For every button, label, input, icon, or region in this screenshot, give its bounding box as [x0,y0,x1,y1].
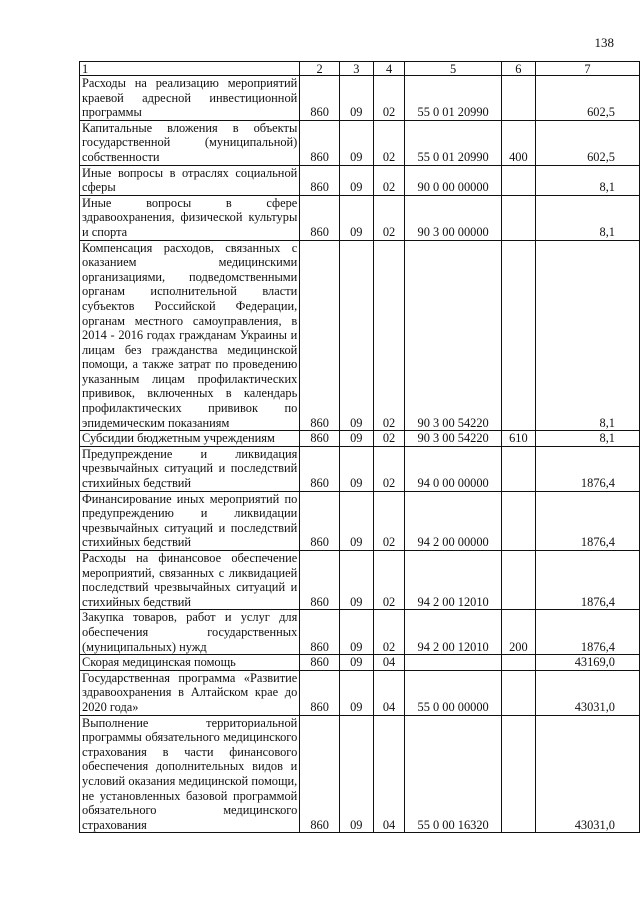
row-cell-c4: 02 [373,491,405,550]
table-row [80,610,640,655]
header-cell-1: 1 [80,62,300,76]
table-row [80,76,640,121]
row-cell-c7: 1876,4 [535,491,639,550]
row-cell-c5: 90 3 00 54220 [405,240,501,431]
header-cell-6: 6 [501,62,535,76]
header-cell-2: 2 [300,62,340,76]
row-cell-c6 [501,670,535,715]
row-cell-c6 [501,446,535,491]
row-cell-c2: 860 [300,715,340,833]
row-cell-c4: 02 [373,431,405,447]
row-name-cell: Субсидии бюджетным учреждениям [80,431,300,447]
row-cell-c4: 02 [373,120,405,165]
row-cell-c2: 860 [300,120,340,165]
row-cell-c6: 610 [501,431,535,447]
row-cell-c5: 90 3 00 00000 [405,195,501,240]
row-cell-c6: 200 [501,610,535,655]
row-cell-c3: 09 [339,431,373,447]
row-cell-c7: 1876,4 [535,446,639,491]
table-row [80,446,640,491]
row-cell-c4: 04 [373,670,405,715]
row-cell-c5: 94 0 00 00000 [405,446,501,491]
row-cell-c2: 860 [300,610,340,655]
row-cell-c7: 602,5 [535,76,639,121]
row-cell-c6 [501,655,535,671]
row-cell-c7: 602,5 [535,120,639,165]
row-cell-c3: 09 [339,76,373,121]
row-cell-c5: 55 0 01 20990 [405,120,501,165]
row-cell-c3: 09 [339,240,373,431]
row-cell-c6 [501,76,535,121]
row-name-cell: Предупреждение и ликвидация чрезвычайных ситуаций и последствий стихийных бедствий [80,446,300,491]
row-cell-c5: 94 2 00 12010 [405,551,501,610]
row-cell-c4: 02 [373,195,405,240]
row-cell-c5: 90 3 00 54220 [405,431,501,447]
row-cell-c4: 02 [373,76,405,121]
row-cell-c4: 02 [373,610,405,655]
table-row [80,240,640,431]
budget-table [79,61,640,833]
row-cell-c7: 8,1 [535,165,639,195]
row-name-cell: Компенсация расходов, связанных с оказанием медицинскими организациями, подведомственными органам исполнительной власти субъектов Российской Федерации, органам местного самоуправления, в 2014 - 2016 годах гражданам Украины и лицам без гражданства медицинской помощи, а также затрат по проведению указанным лицам профилактических прививок, включенных в календарь профилактических прививок по эпидемическим показаниям [80,240,300,431]
row-cell-c2: 860 [300,446,340,491]
row-cell-c2: 860 [300,551,340,610]
row-name-cell: Выполнение территориальной программы обязательного медицинского страхования в части финансового обеспечения дополнительных видов и условий оказания медицинской помощи, не установленных базовой программой обязательного медицинского страхования [80,715,300,833]
row-name-cell: Финансирование иных мероприятий по предупреждению и ликвидации чрезвычайных ситуаций и последствий стихийных бедствий [80,491,300,550]
table-row [80,165,640,195]
row-cell-c3: 09 [339,715,373,833]
row-cell-c5 [405,655,501,671]
row-name-cell: Иные вопросы в отраслях социальной сферы [80,165,300,195]
table-body [80,62,640,833]
row-cell-c3: 09 [339,120,373,165]
row-cell-c3: 09 [339,165,373,195]
row-cell-c3: 09 [339,195,373,240]
row-cell-c2: 860 [300,76,340,121]
page-number: 138 [594,35,614,50]
row-cell-c3: 09 [339,551,373,610]
row-cell-c4: 02 [373,446,405,491]
row-name-cell: Закупка товаров, работ и услуг для обеспечения государственных (муниципальных) нужд [80,610,300,655]
header-cell-5: 5 [405,62,501,76]
table-row [80,715,640,833]
row-cell-c3: 09 [339,610,373,655]
row-cell-c6 [501,165,535,195]
row-cell-c7: 8,1 [535,240,639,431]
row-cell-c4: 04 [373,655,405,671]
row-cell-c5: 90 0 00 00000 [405,165,501,195]
row-cell-c7: 1876,4 [535,610,639,655]
row-cell-c2: 860 [300,165,340,195]
row-cell-c3: 09 [339,655,373,671]
row-cell-c6 [501,715,535,833]
row-cell-c5: 94 2 00 00000 [405,491,501,550]
row-cell-c5: 55 0 00 00000 [405,670,501,715]
row-cell-c7: 43031,0 [535,670,639,715]
row-cell-c2: 860 [300,655,340,671]
header-cell-4: 4 [373,62,405,76]
table-row [80,655,640,671]
row-cell-c6 [501,551,535,610]
row-name-cell: Расходы на реализацию мероприятий краевой адресной инвестиционной программы [80,76,300,121]
row-cell-c3: 09 [339,491,373,550]
row-cell-c2: 860 [300,670,340,715]
row-cell-c7: 1876,4 [535,551,639,610]
row-cell-c5: 55 0 00 16320 [405,715,501,833]
row-cell-c7: 8,1 [535,431,639,447]
row-cell-c4: 02 [373,240,405,431]
row-name-cell: Скорая медицинская помощь [80,655,300,671]
row-cell-c2: 860 [300,195,340,240]
row-name-cell: Иные вопросы в сфере здравоохранения, физической культуры и спорта [80,195,300,240]
row-name-cell: Расходы на финансовое обеспечение мероприятий, связанных с ликвидацией последствий чрезвычайных ситуаций и стихийных бедствий [80,551,300,610]
row-cell-c3: 09 [339,446,373,491]
table-row [80,195,640,240]
header-cell-3: 3 [339,62,373,76]
table-row [80,551,640,610]
row-cell-c4: 02 [373,165,405,195]
row-name-cell: Государственная программа «Развитие здравоохранения в Алтайском крае до 2020 года» [80,670,300,715]
header-cell-7: 7 [535,62,639,76]
row-cell-c6 [501,195,535,240]
row-cell-c6 [501,491,535,550]
table-header-row [80,62,640,76]
row-cell-c2: 860 [300,491,340,550]
row-cell-c5: 55 0 01 20990 [405,76,501,121]
row-cell-c7: 8,1 [535,195,639,240]
row-cell-c7: 43169,0 [535,655,639,671]
table-row [80,431,640,447]
row-cell-c2: 860 [300,431,340,447]
table-row [80,491,640,550]
row-cell-c3: 09 [339,670,373,715]
row-cell-c7: 43031,0 [535,715,639,833]
row-name-cell: Капитальные вложения в объекты государственной (муниципальной) собственности [80,120,300,165]
row-cell-c6: 400 [501,120,535,165]
row-cell-c5: 94 2 00 12010 [405,610,501,655]
table-row [80,670,640,715]
row-cell-c4: 02 [373,551,405,610]
table-row [80,120,640,165]
row-cell-c6 [501,240,535,431]
row-cell-c2: 860 [300,240,340,431]
row-cell-c4: 04 [373,715,405,833]
